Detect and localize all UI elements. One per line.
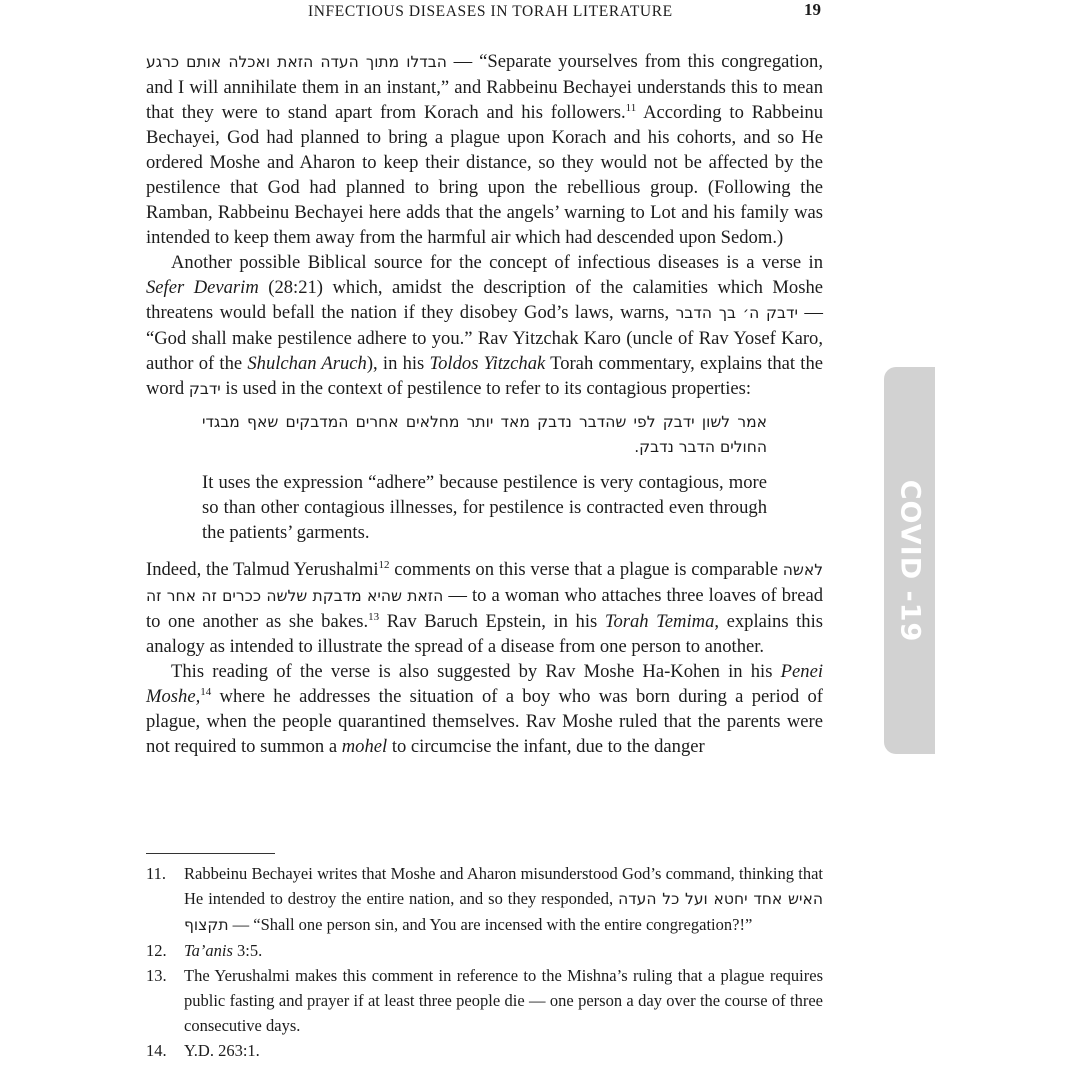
footnote-12 xyxy=(146,938,823,963)
paragraph-2 xyxy=(146,250,823,402)
footnote-text: Y.D. 263:1. xyxy=(184,1041,260,1060)
paragraph-1 xyxy=(146,49,823,250)
text-run: — “God shall make pestilence adhere to you.” Rav Yitzchak Karo (uncle of Rav Yosef Karo, author of the xyxy=(146,302,823,374)
footnotes xyxy=(146,861,823,1063)
english-block-quote: It uses the expression “adhere” because pestilence is very contagious, more so than other contagious illnesses, for pestilence is contracted even through the patients’ garments. xyxy=(202,472,767,543)
footnote-text xyxy=(184,861,823,938)
footnote-ref-11: 11 xyxy=(625,101,637,114)
running-head-title: INFECTIOUS DISEASES IN TORAH LITERATURE xyxy=(308,3,673,20)
italic-title: Torah Temima xyxy=(604,611,715,632)
hebrew-quote: הבדלו מתוך העדה הזאת ואכלה אותם כרגע xyxy=(146,53,447,71)
footnote-11 xyxy=(146,861,823,938)
text-run: ), in his xyxy=(366,353,430,374)
footnote-ref-13: 13 xyxy=(368,610,380,623)
italic-title: Toldos Yitzchak xyxy=(429,353,546,374)
footnote-number: 11. xyxy=(146,864,167,883)
text-run: to circumcise the infant, due to the danger xyxy=(387,736,705,757)
italic-title: Shulchan Aruch xyxy=(247,353,367,374)
footnote-divider xyxy=(146,853,275,854)
text-run: — “Separate yourselves from this congregation, and I will annihilate them in an instant,” and Rabbeinu Bechayei understands this to mean that they were to stand apart from Korach and his followers. xyxy=(146,51,823,123)
text-run: Rav Baruch Epstein, in his xyxy=(379,611,605,632)
text-run: (28:21) which, amidst the description of the calamities which Moshe threatens would befall the nation if they disobey God’s laws, warns, xyxy=(146,277,824,323)
text-run: Rabbeinu Bechayei writes that Moshe and Aharon misunderstood God’s command, thinking that He intended to destroy the entire nation, and so they responded, xyxy=(184,864,823,908)
footnote-ref-14: 14 xyxy=(200,685,212,698)
paragraph-4 xyxy=(146,659,823,759)
footnote-text xyxy=(184,938,823,963)
hebrew-block-quote: אמר לשון ידבק לפי שהדבר נדבק מאד יותר מחלאים אחרים המדבקים שאף מבגדי החולים הדבר נדבק. xyxy=(202,413,767,456)
hebrew-quote: לאשה הזאת שהיא מדבקת שלשה ככרים זה אחר זה xyxy=(146,561,824,605)
hebrew-quote: ידבק ה׳ בך הדבר xyxy=(675,304,798,322)
footnote-number: 13. xyxy=(146,966,167,985)
footnote-number: 12. xyxy=(146,941,167,960)
footnote-number: 14. xyxy=(146,1041,167,1060)
text-run: where he addresses the situation of a boy who was born during a period of plague, when the people quarantined themselves. Rav Moshe ruled that the parents were not required to summon a xyxy=(146,686,823,757)
text-run: , explains this analogy as intended to illustrate the spread of a disease from one person to another. xyxy=(146,611,823,657)
text-run: 3:5. xyxy=(232,941,263,960)
italic-title: Penei Moshe, xyxy=(146,661,823,707)
side-tab-label: COVID -19 xyxy=(894,479,925,642)
hebrew-word: ידבק xyxy=(188,380,221,398)
italic-title: Sefer Devarim xyxy=(146,277,259,298)
text-run: Torah commentary, explains that the word xyxy=(146,353,824,399)
chapter-side-tab xyxy=(884,367,935,754)
text-run: is used in the context of pestilence to refer to its contagious properties: xyxy=(220,378,752,399)
text-run: comments on this verse that a plague is comparable xyxy=(389,559,783,580)
hebrew-quote: האיש אחד יחטא ועל כל העדה תקצוף xyxy=(184,890,823,934)
main-text xyxy=(146,49,823,759)
italic-title: Ta’anis xyxy=(184,941,233,960)
block-quote xyxy=(202,410,767,545)
text-run: — “Shall one person sin, and You are incensed with the entire congregation?!” xyxy=(228,915,753,934)
text-run: Indeed, the Talmud Yerushalmi xyxy=(146,559,379,580)
text-run: Another possible Biblical source for the concept of infectious diseases is a verse in xyxy=(171,252,823,273)
page-number: 19 xyxy=(804,0,821,19)
footnote-text: The Yerushalmi makes this comment in reference to the Mishna’s ruling that a plague requires public fasting and prayer if at least three people die — one person a day over the course of three consecutive days. xyxy=(184,966,823,1035)
text-run: — to a woman who attaches three loaves of bread to one another as she bakes. xyxy=(146,585,823,632)
paragraph-3 xyxy=(146,557,823,659)
text-run: This reading of the verse is also suggested by Rav Moshe Ha-Kohen in his xyxy=(171,661,781,682)
text-run: According to Rabbeinu Bechayei, God had planned to bring a plague upon Korach and his cohorts, and so He ordered Moshe and Aharon to keep their distance, so they would not be affected by the pestilence that God had planned to bring upon the rebellious group. (Following the Ramban, Rabbeinu Bechayei here adds that the angels’ warning to Lot and his family was intended to keep them away from the harmful air which had descended upon Sedom.) xyxy=(146,102,823,248)
footnote-13 xyxy=(146,963,823,1038)
footnote-ref-12: 12 xyxy=(378,558,390,571)
footnote-14 xyxy=(146,1038,823,1063)
italic-term: mohel xyxy=(341,736,388,757)
